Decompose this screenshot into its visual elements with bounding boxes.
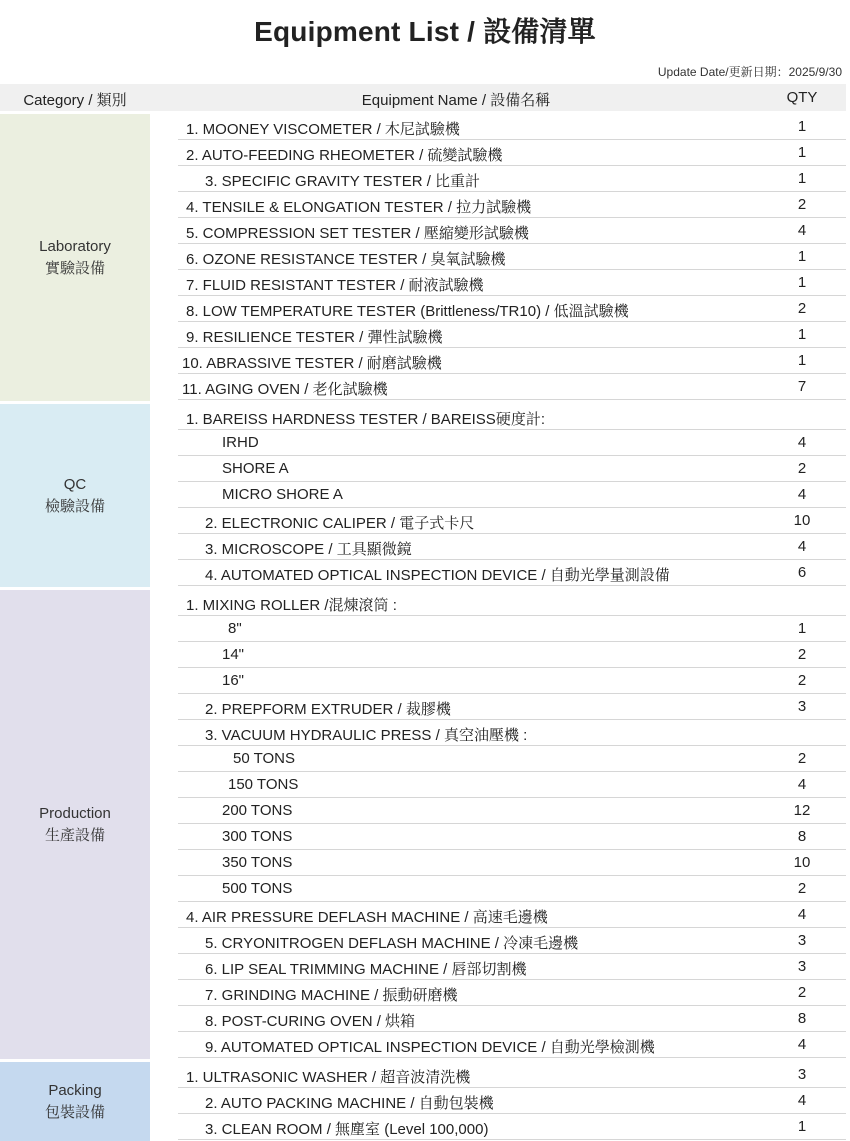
equipment-name: MICRO SHORE A <box>222 486 343 503</box>
equipment-name: 200 TONS <box>222 802 293 819</box>
equipment-name: 50 TONS <box>233 750 295 767</box>
equipment-name: 5. COMPRESSION SET TESTER / 壓縮變形試驗機 <box>186 225 529 242</box>
equipment-qty: 2 <box>797 880 807 897</box>
equipment-name: 5. CRYONITROGEN DEFLASH MACHINE / 冷凍毛邊機 <box>205 935 579 952</box>
equipment-qty: 4 <box>797 434 807 451</box>
category-name-zh: 檢驗設備 <box>44 497 105 515</box>
table-row <box>178 1114 846 1140</box>
header-category: Category / 類別 <box>23 92 127 109</box>
equipment-name: 1. ULTRASONIC WASHER / 超音波清洗機 <box>186 1069 471 1086</box>
table-row <box>178 114 846 140</box>
category-packing <box>0 1062 150 1141</box>
table-row <box>178 642 846 668</box>
table-row <box>178 1088 846 1114</box>
table-row <box>178 746 846 772</box>
table-row <box>178 902 846 928</box>
equipment-name: 2. AUTO PACKING MACHINE / 自動包裝機 <box>205 1095 494 1112</box>
update-date: Update Date/更新日期：2025/9/30 <box>657 65 842 79</box>
table-row <box>178 166 846 192</box>
table-row <box>178 322 846 348</box>
equipment-qty: 4 <box>797 776 807 793</box>
equipment-name: 6. OZONE RESISTANCE TESTER / 臭氧試驗機 <box>186 251 506 268</box>
equipment-qty: 4 <box>797 538 807 555</box>
equipment-name: 3. MICROSCOPE / 工具顯微鏡 <box>205 541 412 558</box>
equipment-qty: 8 <box>797 1010 807 1027</box>
equipment-qty: 2 <box>797 300 807 317</box>
category-name-en: Packing <box>48 1081 102 1099</box>
equipment-qty: 10 <box>793 512 811 529</box>
table-header <box>0 84 846 111</box>
table-row <box>178 876 846 902</box>
equipment-name: 8. LOW TEMPERATURE TESTER (Brittleness/TR10) / 低溫試驗機 <box>186 303 629 320</box>
table-row <box>178 590 846 616</box>
table-row <box>178 1032 846 1058</box>
table-row <box>178 616 846 642</box>
equipment-qty: 8 <box>797 828 807 845</box>
equipment-qty: 1 <box>797 144 807 161</box>
table-row <box>178 1062 846 1088</box>
equipment-name: 4. AIR PRESSURE DEFLASH MACHINE / 高速毛邊機 <box>186 909 548 926</box>
equipment-qty: 1 <box>797 248 807 265</box>
equipment-name: 16" <box>222 672 245 689</box>
category-name-en: Laboratory <box>39 237 111 255</box>
equipment-name: 150 TONS <box>228 776 299 793</box>
table-row <box>178 374 846 400</box>
equipment-name: 500 TONS <box>222 880 293 897</box>
equipment-qty: 10 <box>793 854 811 871</box>
equipment-name: 300 TONS <box>222 828 293 845</box>
table-row <box>178 694 846 720</box>
equipment-name: SHORE A <box>222 460 289 477</box>
equipment-qty: 1 <box>797 326 807 343</box>
equipment-qty: 2 <box>797 984 807 1001</box>
category-qc <box>0 404 150 587</box>
category-name-en: QC <box>63 475 87 493</box>
table-row <box>178 772 846 798</box>
equipment-name: 9. AUTOMATED OPTICAL INSPECTION DEVICE / 自動光學檢測機 <box>205 1039 655 1056</box>
equipment-name: 7. FLUID RESISTANT TESTER / 耐液試驗機 <box>186 277 484 294</box>
equipment-qty: 2 <box>797 672 807 689</box>
equipment-name: 3. CLEAN ROOM / 無塵室 (Level 100,000) <box>205 1121 489 1138</box>
equipment-name: 1. MIXING ROLLER /混煉滾筒 : <box>186 597 397 614</box>
equipment-qty: 3 <box>797 932 807 949</box>
category-name-en: Production <box>39 804 111 822</box>
table-row <box>178 824 846 850</box>
table-row <box>178 1006 846 1032</box>
equipment-name: 2. AUTO-FEEDING RHEOMETER / 硫變試驗機 <box>186 147 503 164</box>
equipment-qty: 1 <box>797 170 807 187</box>
table-row <box>178 560 846 586</box>
table-row <box>178 270 846 296</box>
category-name-zh: 實驗設備 <box>44 259 105 277</box>
equipment-name: IRHD <box>222 434 259 451</box>
table-row <box>178 192 846 218</box>
equipment-name: 3. VACUUM HYDRAULIC PRESS / 真空油壓機 : <box>205 727 528 744</box>
table-row <box>178 140 846 166</box>
page-title: Equipment List / 設備清單 <box>254 16 596 47</box>
equipment-qty: 3 <box>797 698 807 715</box>
equipment-qty: 1 <box>797 352 807 369</box>
equipment-name: 14" <box>222 646 245 663</box>
equipment-name: 1. MOONEY VISCOMETER / 木尼試驗機 <box>186 121 460 138</box>
equipment-qty: 7 <box>797 378 807 395</box>
header-qty: QTY <box>786 89 818 106</box>
equipment-qty: 12 <box>793 802 811 819</box>
equipment-qty: 2 <box>797 460 807 477</box>
table-row <box>178 954 846 980</box>
equipment-qty: 4 <box>797 906 807 923</box>
table-row <box>178 720 846 746</box>
equipment-qty: 1 <box>797 274 807 291</box>
equipment-qty: 3 <box>797 958 807 975</box>
table-row <box>178 798 846 824</box>
category-laboratory <box>0 114 150 401</box>
equipment-qty: 4 <box>797 1036 807 1053</box>
equipment-qty: 4 <box>797 486 807 503</box>
table-row <box>178 668 846 694</box>
table-row <box>178 244 846 270</box>
equipment-name: 9. RESILIENCE TESTER / 彈性試驗機 <box>186 329 443 346</box>
equipment-name: 2. PREPFORM EXTRUDER / 裁膠機 <box>205 701 451 718</box>
equipment-name: 4. AUTOMATED OPTICAL INSPECTION DEVICE / 自動光學量測設備 <box>205 567 670 584</box>
equipment-name: 350 TONS <box>222 854 293 871</box>
equipment-qty: 6 <box>797 564 807 581</box>
equipment-name: 2. ELECTRONIC CALIPER / 電子式卡尺 <box>205 515 475 532</box>
table-row <box>178 348 846 374</box>
equipment-qty: 2 <box>797 196 807 213</box>
equipment-qty: 1 <box>797 620 807 637</box>
equipment-name: 3. SPECIFIC GRAVITY TESTER / 比重計 <box>205 173 481 190</box>
table-row <box>178 296 846 322</box>
equipment-name: 7. GRINDING MACHINE / 振動研磨機 <box>205 987 458 1004</box>
equipment-qty: 1 <box>797 1118 807 1135</box>
header-equipment-name: Equipment Name / 設備名稱 <box>361 92 551 109</box>
equipment-name: 6. LIP SEAL TRIMMING MACHINE / 唇部切割機 <box>205 961 527 978</box>
equipment-name: 4. TENSILE & ELONGATION TESTER / 拉力試驗機 <box>186 199 532 216</box>
equipment-name: 8. POST-CURING OVEN / 烘箱 <box>205 1013 416 1030</box>
equipment-qty: 4 <box>797 1092 807 1109</box>
equipment-name: 1. BAREISS HARDNESS TESTER / BAREISS硬度計: <box>186 411 545 428</box>
table-row <box>178 456 846 482</box>
category-production <box>0 590 150 1059</box>
equipment-name: 10. ABRASSIVE TESTER / 耐磨試驗機 <box>182 355 442 372</box>
equipment-qty: 2 <box>797 646 807 663</box>
equipment-name: 11. AGING OVEN / 老化試驗機 <box>182 381 388 398</box>
table-row <box>178 430 846 456</box>
table-row <box>178 404 846 430</box>
equipment-name: 8" <box>228 620 242 637</box>
table-row <box>178 850 846 876</box>
equipment-qty: 4 <box>797 222 807 239</box>
table-row <box>178 482 846 508</box>
table-row <box>178 534 846 560</box>
equipment-qty: 3 <box>797 1066 807 1083</box>
table-row <box>178 218 846 244</box>
equipment-qty: 1 <box>797 118 807 135</box>
table-row <box>178 928 846 954</box>
category-name-zh: 包裝設備 <box>44 1103 105 1121</box>
table-row <box>178 508 846 534</box>
equipment-qty: 2 <box>797 750 807 767</box>
category-name-zh: 生產設備 <box>44 826 105 844</box>
table-row <box>178 980 846 1006</box>
